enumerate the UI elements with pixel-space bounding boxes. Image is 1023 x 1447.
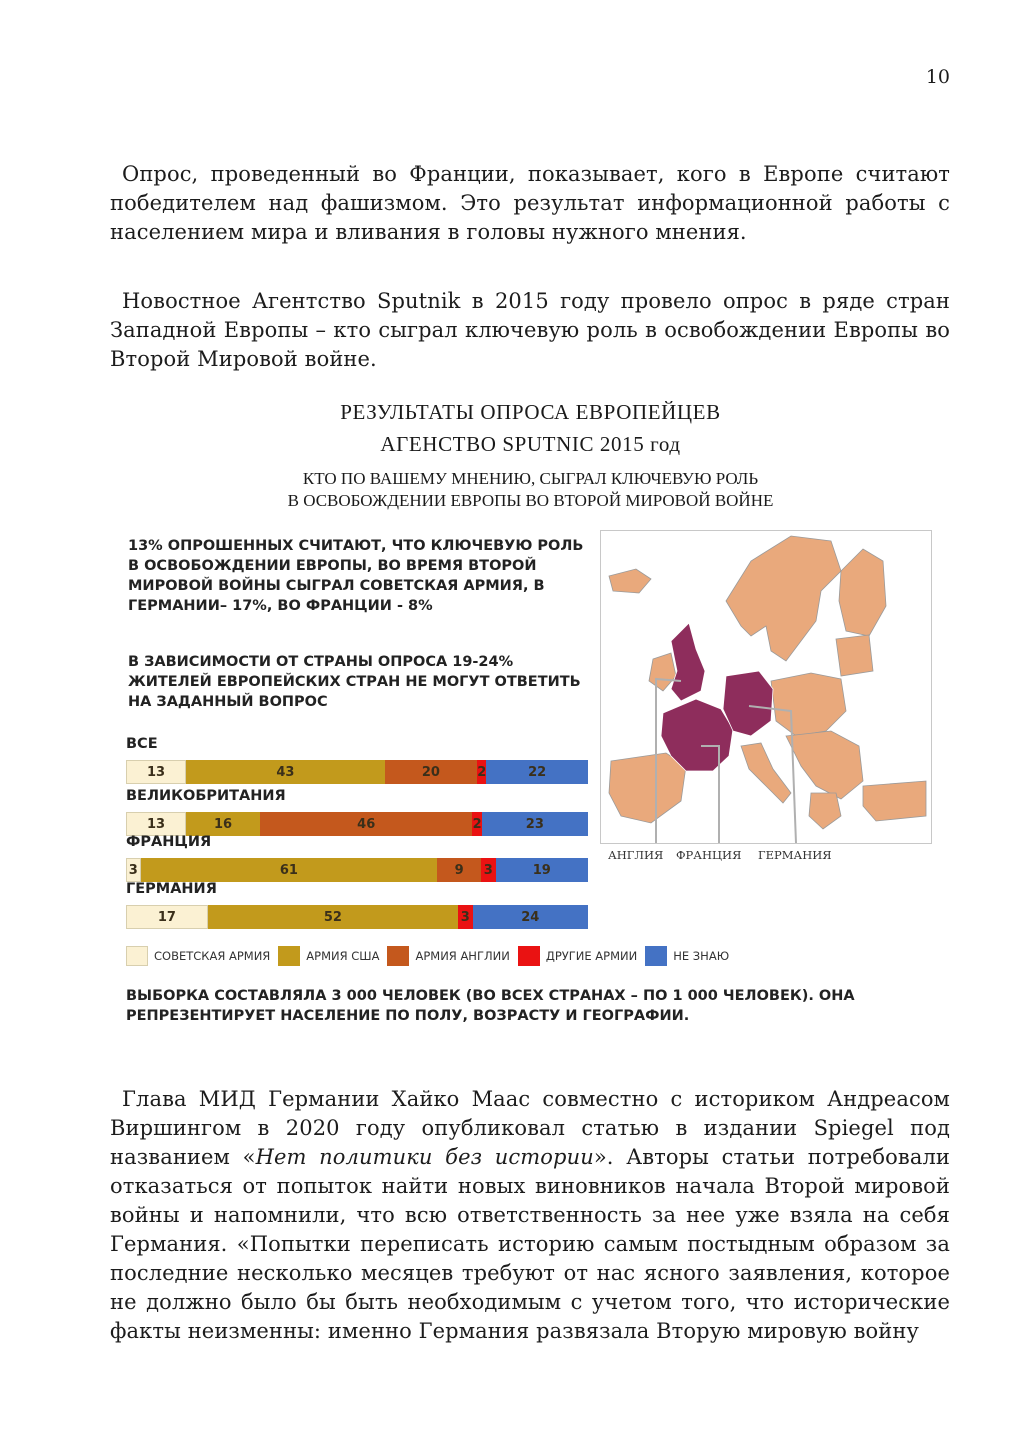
bar-segment: 61 <box>141 858 438 882</box>
map-turkey <box>863 781 926 821</box>
chart-legend <box>126 944 846 968</box>
bar-segment: 46 <box>260 812 473 836</box>
bar-row <box>126 812 588 836</box>
paragraph-maas-part-1: Глава МИД Германии Хайко Маас совместно с историком Андреасом Виршингом в 2020 году опубликовал статью в издании Spiegel под названием « <box>110 1087 950 1169</box>
paragraph-maas-article <box>110 1085 950 1346</box>
legend-label: АРМИЯ США <box>306 949 380 963</box>
legend-swatch <box>278 946 300 966</box>
category-label: ВСЕ <box>126 736 158 752</box>
sample-size-note: ВЫБОРКА СОСТАВЛЯЛА 3 000 ЧЕЛОВЕК (ВО ВСЕХ СТРАНАХ – ПО 1 000 ЧЕЛОВЕК). ОНА РЕПРЕЗЕНТИРУЕТ НАСЕЛЕНИЕ ПО ПОЛУ, ВОЗРАСТУ И ГЕОГРАФИИ. <box>126 988 855 1024</box>
bar-segment: 3 <box>481 858 496 882</box>
category-label: ФРАНЦИЯ <box>126 834 212 850</box>
europe-map <box>600 530 932 844</box>
survey-infographic <box>108 388 953 1050</box>
soviet-share-note: 13% ОПРОШЕННЫХ СЧИТАЮТ, ЧТО КЛЮЧЕВУЮ РОЛЬ В ОСВОБОЖДЕНИИ ЕВРОПЫ, ВО ВРЕМЯ ВТОРОЙ МИРОВОЙ ВОЙНЫ СЫГРАЛ СОВЕТСКАЯ АРМИЯ, В ГЕРМАНИИ– 17%, ВО ФРАНЦИИ - 8% <box>128 538 584 614</box>
bar-segment: 43 <box>186 760 385 784</box>
infographic-subtitle: АГЕНСТВО SPUTNIC 2015 год <box>380 432 681 456</box>
bar-segment: 22 <box>486 760 588 784</box>
map-label-england: АНГЛИЯ <box>608 848 664 862</box>
legend-item <box>645 946 729 966</box>
question-line-2: В ОСВОБОЖДЕНИИ ЕВРОПЫ ВО ВТОРОЙ МИРОВОЙ ВОЙНЕ <box>287 491 774 510</box>
map-label-germany: ГЕРМАНИЯ <box>758 848 832 862</box>
bar-segment: 9 <box>437 858 481 882</box>
bar-segment: 20 <box>385 760 477 784</box>
bar-segment: 3 <box>458 905 472 929</box>
infographic-title: РЕЗУЛЬТАТЫ ОПРОСА ЕВРОПЕЙЦЕВ <box>340 400 721 424</box>
europe-map-image <box>601 531 931 843</box>
category-label: ВЕЛИКОБРИТАНИЯ <box>126 788 286 804</box>
legend-swatch <box>645 946 667 966</box>
bar-segment: 52 <box>208 905 458 929</box>
legend-item <box>518 946 637 966</box>
bar-segment: 13 <box>126 812 186 836</box>
bar-row <box>126 760 588 784</box>
article-title: Нет политики без истории <box>255 1145 594 1169</box>
bar-row <box>126 905 588 929</box>
bar-segment: 2 <box>477 760 486 784</box>
legend-swatch <box>387 946 409 966</box>
legend-swatch <box>126 946 148 966</box>
paragraph-maas-part-2: ». Авторы статьи потребовали отказаться от попыток найти новых виновников начала Второй мировой войны и напомнили, что всю ответственность за нее уже взяла на себя Германия. «Попытки переписать историю самым постыдным образом за последние несколько месяцев требуют от нас ясного заявления, которое не должно было бы быть необходимым с учетом того, что исторические факты неизменны: именно Германия развязала Вторую мировую войну <box>110 1145 950 1343</box>
infographic-question <box>108 468 953 512</box>
bar-segment: 23 <box>482 812 588 836</box>
legend-label: АРМИЯ АНГЛИИ <box>415 949 510 963</box>
paragraph-survey-france: Опрос, проведенный во Франции, показывает, кого в Европе считают победителем над фашизмом. Это результат информационной работы с населением мира и вливания в головы нужного мнения. <box>110 162 950 244</box>
paragraph-sputnik-survey: Новостное Агентство Sputnik в 2015 году провело опрос в ряде стран Западной Европы – кто сыграл ключевую роль в освобождении Европы во Второй Мировой войне. <box>110 289 950 371</box>
bar-segment: 13 <box>126 760 186 784</box>
category-label: ГЕРМАНИЯ <box>126 881 217 897</box>
question-line-1: КТО ПО ВАШЕМУ МНЕНИЮ, СЫГРАЛ КЛЮЧЕВУЮ РОЛЬ <box>302 469 759 488</box>
page-number: 10 <box>925 66 950 88</box>
legend-label: СОВЕТСКАЯ АРМИЯ <box>154 949 271 963</box>
bar-segment: 17 <box>126 905 208 929</box>
legend-item <box>278 946 379 966</box>
legend-item <box>387 946 509 966</box>
bar-segment: 3 <box>126 858 141 882</box>
bar-row <box>126 858 588 882</box>
bar-segment: 19 <box>496 858 588 882</box>
map-baltics <box>836 635 873 676</box>
map-label-france: ФРАНЦИЯ <box>676 848 742 862</box>
dont-know-note: В ЗАВИСИМОСТИ ОТ СТРАНЫ ОПРОСА 19-24% ЖИТЕЛЕЙ ЕВРОПЕЙСКИХ СТРАН НЕ МОГУТ ОТВЕТИТЬ НА ЗАДАННЫЙ ВОПРОС <box>128 654 581 710</box>
legend-label: ДРУГИЕ АРМИИ <box>545 949 638 963</box>
legend-label: НЕ ЗНАЮ <box>673 949 730 963</box>
legend-item <box>126 946 270 966</box>
bar-segment: 2 <box>472 812 481 836</box>
legend-swatch <box>518 946 540 966</box>
bar-segment: 16 <box>186 812 260 836</box>
bar-segment: 24 <box>473 905 589 929</box>
